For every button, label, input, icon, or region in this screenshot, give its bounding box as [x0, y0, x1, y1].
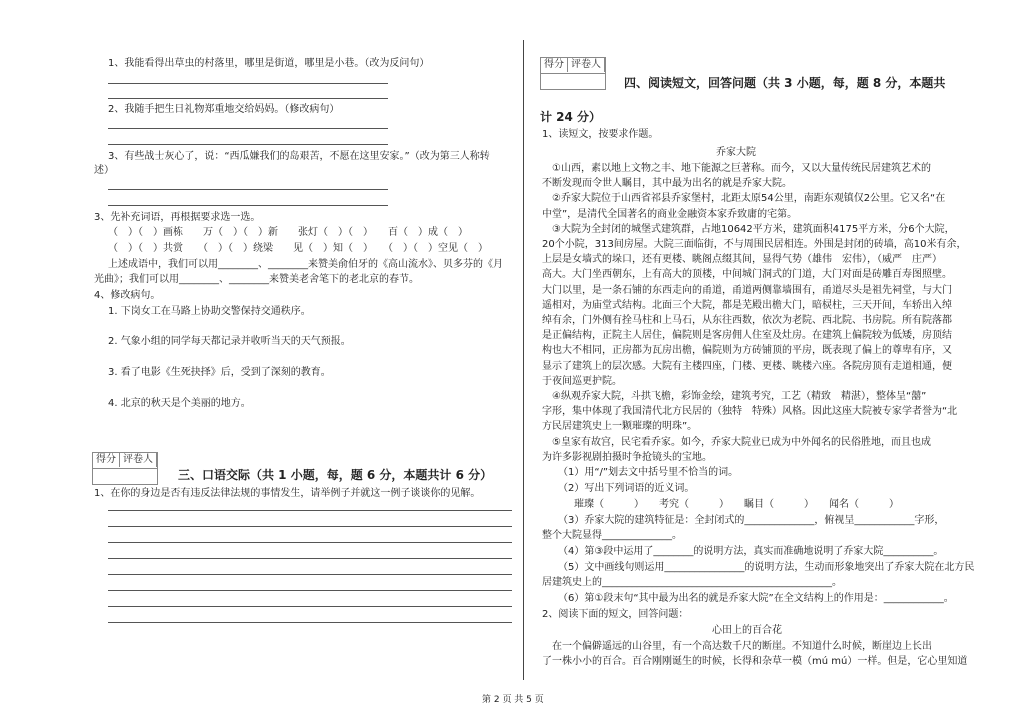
sentence-3: 3. 看了电影《生死抉择》后，受到了深刻的教育。	[108, 367, 331, 378]
grader-label: 评卷人	[568, 58, 605, 72]
passage-2-line-1: 在一个偏僻遥远的山谷里，有一个高达数千尺的断崖。不知道什么时候，断崖边上长出	[542, 641, 932, 652]
passage-2-line-2: 了一株小小的百合。百合刚刚诞生的时候，长得和杂草一模（mú mú）一样。但是，它心里知道	[542, 656, 968, 667]
passage-line: 中堂”，是清代全国著名的商业金融资本家乔致庸的宅第。	[542, 208, 798, 220]
page-footer: 第 2 页 共 5 页	[482, 695, 544, 705]
answer-line[interactable]	[108, 622, 512, 623]
passage-line: 为许多影视剧拍摄时争抢镜头的宝地。	[542, 451, 712, 463]
idiom-row-2: （ ）（ ）共赏 （ ）（ ）绕梁 见（ ）知（ ） （ ）（ ）空见（ ）	[108, 243, 488, 254]
answer-line[interactable]	[108, 606, 512, 607]
passage-line: ④纵观乔家大院，斗拱飞檐，彩饰金绘，建筑考究，工艺（精致 精湛），整体呈“囍”	[542, 391, 927, 402]
passage-1-title: 乔家大院	[716, 147, 756, 158]
answer-line[interactable]	[108, 590, 512, 591]
grader-label: 评卷人	[120, 453, 157, 467]
passage-line: ①山西，素以地上文物之丰、地下能源之巨著称。而今，又以大量传统民居建筑艺术的	[542, 163, 931, 174]
idiom-row-1: （ ）（ ）画栋 万（ ）（ ）新 张灯（ ）（ ） 百（ ）成（ ）	[108, 227, 468, 238]
answer-line[interactable]	[108, 144, 388, 145]
passage-line: ②乔家大院位于山西省祁县乔家堡村，北距太原54公里，南距东观镇仅2公里。它又名“在	[542, 193, 946, 205]
reading-2-prompt: 2、阅读下面的短文，回答问题：	[542, 609, 689, 620]
answer-line[interactable]	[108, 128, 388, 129]
passage-line: 高大。大门坐西朝东，上有高大的顶楼，中间城门洞式的门道，大门对面是砖雕百寿图照壁。	[542, 269, 952, 281]
question-3-text: 3、有些战士灰心了，说：“西瓜嫌我们的岛艰苦，不愿在这里安家。”（改为第三人称转	[108, 151, 490, 162]
question-d: （4）第③段中运用了________的说明方法，真实而准确地说明了乔家大院__________。	[558, 546, 944, 557]
question-e: （5）文中画线句则运用________________的说明方法，生动而形象地突出了乔家大院在北方民	[558, 562, 975, 573]
question-3-text-cont: 述）	[94, 165, 114, 176]
answer-line[interactable]	[108, 542, 512, 543]
question-c-cont: 整个大院显得______________。	[542, 530, 682, 541]
sentence-2: 2. 气象小组的同学每天都记录并收听当天的天气预报。	[108, 336, 351, 347]
answer-line[interactable]	[108, 558, 512, 559]
section-4-heading: 四、阅读短文，回答问题（共 3 小题，每，题 8 分，本题共	[624, 76, 946, 90]
question-b-words: 璀璨（ ） 考究（ ） 瞩目（ ） 闻名（ ）	[574, 499, 899, 510]
column-divider	[523, 40, 524, 680]
idiom-usage-2: 光曲》；我们可以用________、________来赞美老舍笔下的老北京的春节。	[94, 274, 419, 285]
passage-line: 遥相对，为庙堂式结构。北面三个大院，都是芜殿出檐大门，暗棂柱，三天开间，车轿出入绰	[542, 299, 952, 311]
passage-line: 显示了建筑上的层次感。大院有主楼四座，门楼、更楼、眺楼六座。各院房顶有走道相通，便	[542, 360, 952, 372]
question-1-text: 1、我能看得出草虫的村落里，哪里是街道，哪里是小巷。（改为反问句）	[108, 58, 430, 69]
score-label: 得分	[93, 453, 120, 467]
answer-line[interactable]	[108, 83, 388, 84]
question-2-text: 2、我随手把生日礼物郑重地交给妈妈。（修改病句）	[108, 104, 340, 115]
passage-2-title: 心田上的百合花	[712, 625, 782, 636]
answer-line[interactable]	[108, 510, 512, 511]
answer-line[interactable]	[108, 189, 388, 190]
passage-line: 字形，集中体现了我国清代北方民居的（独特 特殊）风格。因此这座大院被专家学者誉为“北	[542, 406, 958, 418]
score-box	[92, 452, 158, 485]
sentence-4: 4. 北京的秋天是个美丽的地方。	[108, 398, 251, 409]
passage-line: 于夜间巡更护院。	[542, 375, 622, 387]
question-f: （6）第①段末句“其中最为出名的就是乔家大院”在全文结构上的作用是：____________。	[558, 593, 954, 604]
passage-line: 20个小院，313间房屋。大院三面临街，不与周围民居相连。外围是封闭的砖墙，高10米有余，	[542, 239, 967, 250]
reading-1-prompt: 1、读短文，按要求作题。	[542, 129, 659, 140]
question-b: （2）写出下列词语的近义词。	[558, 483, 695, 494]
passage-line: 构也大不相同，正房都为瓦房出檐，偏院则为方砖铺顶的平房，既表现了偏上的尊卑有序，又	[542, 345, 952, 357]
passage-line: 方民居建筑史上一颗璀璨的明珠”。	[542, 421, 698, 433]
oral-question: 1、在你的身边是否有违反法律法规的事情发生，请举例子并就这一例子谈谈你的见解。	[94, 488, 481, 499]
passage-line: 是正偏结构，正院主人居住，偏院则是客房佣人住室及灶房。在建筑上偏院较为低矮，房顶结	[542, 330, 952, 342]
answer-line[interactable]	[108, 205, 388, 206]
passage-line: 大门以里，是一条石铺的东西走向的甬道，甬道两侧靠墙围有，甬道尽头是祖先祠堂，与大门	[542, 284, 952, 296]
answer-line[interactable]	[108, 98, 388, 99]
question-a: （1）用“/”划去文中括号里不恰当的词。	[558, 467, 739, 478]
question-c: （3）乔家大院的建筑特征是：全封闭式的______________，俯视呈____________字形，	[558, 515, 945, 526]
score-box	[540, 57, 606, 90]
section-4-heading-cont: 计 24 分）	[540, 110, 602, 124]
section-3-heading: 三、口语交际（共 1 小题，每，题 6 分，本题共计 6 分）	[178, 468, 493, 482]
answer-line[interactable]	[108, 526, 512, 527]
question-e-cont: 居建筑史上的______________________________________________。	[542, 577, 842, 588]
passage-line: 上层是女墙式的垛口，还有更楼、眺阁点缀其间，显得气势（雄伟 宏伟），（威严 庄严）	[542, 254, 942, 266]
idiom-usage-1: 上述成语中，我们可以用________、________来赞美俞伯牙的《高山流水》、贝多芬的《月	[108, 259, 503, 270]
passage-line: 绰有余，门外侧有拴马柱和上马石，从东往西数，依次为老院、西北院、书房院。所有院落都	[542, 315, 952, 326]
passage-line: ⑤皇家有故宫，民宅看乔家。如今，乔家大院业已成为中外闻名的民俗胜地，而且也成	[542, 436, 931, 448]
score-label: 得分	[541, 58, 568, 72]
section-3-title: 3、先补充词语，再根据要求选一选。	[94, 212, 261, 223]
answer-line[interactable]	[108, 574, 512, 575]
sentence-1: 1. 下岗女工在马路上协助交警保持交通秩序。	[108, 306, 311, 317]
passage-line: 不断发现而令世人瞩目，其中最为出名的就是乔家大院。	[542, 178, 792, 190]
passage-line: ③大院为全封闭的城堡式建筑群，占地10642平方米，建筑面积4175平方米，分6个大院，	[542, 223, 955, 235]
section-4-title: 4、修改病句。	[94, 290, 161, 301]
